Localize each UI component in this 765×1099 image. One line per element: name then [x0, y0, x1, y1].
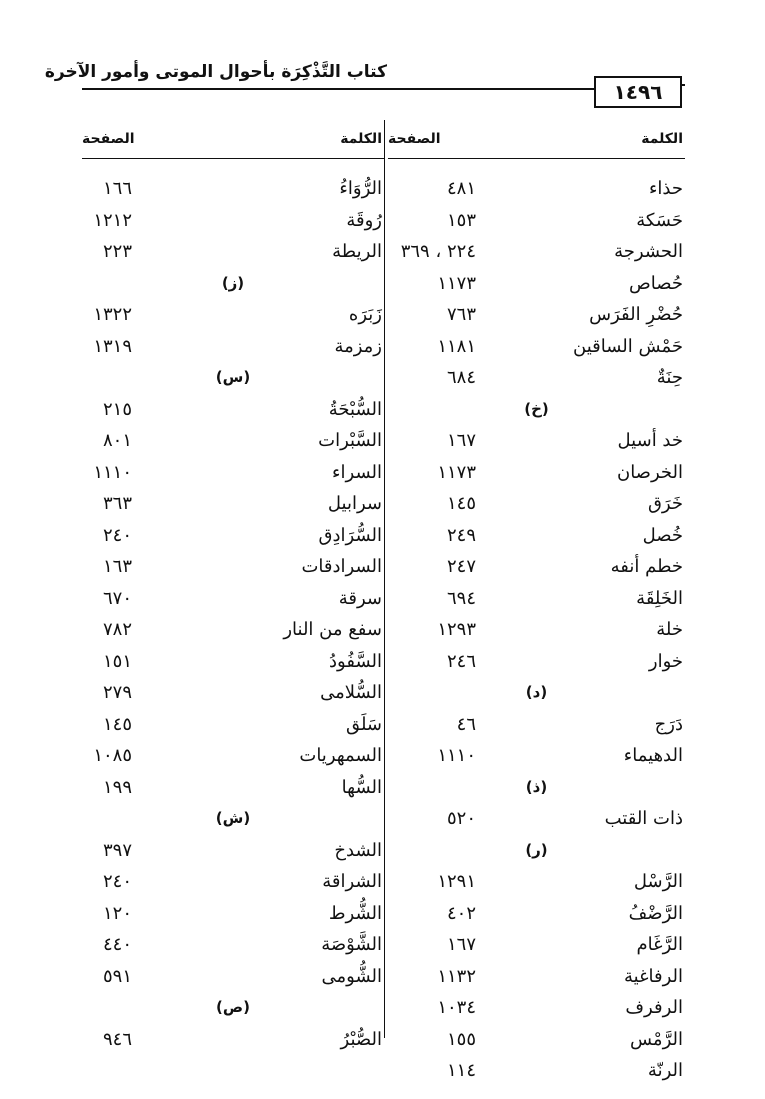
header-rule: [82, 88, 594, 90]
index-entry: [82, 677, 384, 709]
entry-word: زمزمة: [334, 335, 382, 357]
index-entry: [388, 331, 685, 363]
entry-word: خطم أنفه: [610, 556, 683, 578]
section-letter: (ر): [525, 840, 548, 859]
entry-word: دَرَج: [654, 713, 683, 735]
entry-word: حِنَةٌ: [656, 367, 683, 389]
entry-page: ١٩٩: [102, 776, 132, 798]
index-entry: [82, 898, 384, 930]
entry-word: السُّرَادِق: [318, 524, 382, 546]
entry-page: ١٣٢٢: [93, 304, 132, 326]
entry-word: السُّبْحَةُ: [328, 398, 382, 420]
index-entry: [388, 646, 685, 678]
entry-page: ١٢١٢: [93, 209, 132, 231]
index-entry: [388, 551, 685, 583]
entry-page: ٧٨٢: [102, 619, 132, 641]
section-letter: (س): [215, 368, 251, 386]
index-rows: [388, 173, 685, 1087]
entry-page: ٢٢٣: [102, 241, 132, 263]
index-entry: [82, 740, 384, 772]
entry-word: الرُّوَاءُ: [339, 178, 382, 200]
entry-word: حَسَكة: [636, 209, 683, 231]
page-header: الصفحة: [388, 131, 441, 147]
index-entry: [388, 425, 685, 457]
index-rows: [82, 173, 384, 1055]
index-entry: [82, 583, 384, 615]
index-entry: [388, 898, 685, 930]
entry-page: ١٥١: [102, 650, 132, 672]
entry-word: الرفاغية: [623, 965, 683, 987]
entry-word: رُوقَة: [346, 209, 382, 231]
entry-word: حَمْش الساقين: [573, 335, 683, 357]
entry-page: ١١٨١: [437, 335, 476, 357]
column-divider: [384, 120, 385, 1038]
entry-word: السَّفُودُ: [329, 650, 382, 672]
index-entry: [388, 992, 685, 1024]
entry-page: ١٢٩٣: [437, 619, 476, 641]
entry-page: ١١٧٣: [437, 461, 476, 483]
entry-word: الرَّمْس: [629, 1028, 683, 1050]
index-entry: [388, 236, 685, 268]
entry-page: ٨٠١: [102, 430, 132, 452]
word-header: الكلمة: [340, 131, 382, 147]
entry-page: ١١١٠: [437, 745, 476, 767]
index-entry: [388, 803, 685, 835]
entry-word: خلة: [656, 619, 683, 641]
index-entry: [82, 614, 384, 646]
index-entry: [82, 709, 384, 741]
word-header: الكلمة: [641, 131, 683, 147]
entry-page: ٦٨٤: [446, 367, 476, 389]
entry-word: الصُّبْرُ: [340, 1028, 382, 1050]
entry-page: ٢٤٩: [446, 524, 476, 546]
entry-word: ذات القتب: [604, 808, 683, 830]
entry-word: الشُّرط: [328, 902, 382, 924]
entry-word: الشراقة: [322, 871, 382, 893]
page-header: الصفحة: [82, 131, 135, 147]
entry-word: الخرصان: [616, 461, 683, 483]
index-entry: [388, 1024, 685, 1056]
entry-page: ٦٧٠: [102, 587, 132, 609]
entry-word: الرَّضْفُ: [628, 902, 683, 924]
index-entry: [388, 173, 685, 205]
section-letter: (ذ): [525, 777, 548, 796]
entry-page: ٢٢٤ ، ٣٦٩: [400, 241, 476, 263]
index-entry: [82, 520, 384, 552]
entry-page: ٢٤٠: [102, 871, 132, 893]
column-header: [82, 120, 384, 159]
entry-page: ١٠٣٤: [437, 997, 476, 1019]
entry-word: الرَّغَام: [636, 934, 683, 956]
index-entry: [388, 709, 685, 741]
entry-page: ١٦٣: [102, 556, 132, 578]
entry-word: الحشرجة: [614, 241, 683, 263]
entry-page: ١٤٥: [102, 713, 132, 735]
column-header: [388, 120, 685, 159]
entry-page: ١٢٠: [102, 902, 132, 924]
entry-page: ١٢٩١: [437, 871, 476, 893]
index-entry: [388, 740, 685, 772]
entry-word: حُضْرِ الفَرَس: [589, 304, 683, 326]
entry-word: السمهريات: [299, 745, 382, 767]
entry-word: سرابيل: [327, 493, 382, 515]
entry-word: الرَّسْل: [633, 871, 683, 893]
entry-page: ٧٦٣: [446, 304, 476, 326]
entry-word: الريطة: [332, 241, 382, 263]
entry-page: ٢٧٩: [102, 682, 132, 704]
index-entry: [82, 488, 384, 520]
index-entry: [82, 772, 384, 804]
index-entry: [388, 929, 685, 961]
section-letter: (خ): [524, 399, 549, 418]
section-letter: (ص): [216, 998, 250, 1016]
entry-page: ٣٩٧: [102, 839, 132, 861]
entry-word: حذاء: [648, 178, 683, 200]
entry-page: ٢١٥: [102, 398, 132, 420]
section-letter: (ز): [221, 273, 245, 292]
index-column-left: [82, 120, 384, 1055]
index-entry: [388, 1055, 685, 1087]
entry-page: ٢٤٠: [102, 524, 132, 546]
index-entry: [388, 362, 685, 394]
entry-word: الشُّومى: [321, 965, 382, 987]
index-entry: [82, 205, 384, 237]
entry-page: ١٥٣: [446, 209, 476, 231]
index-entry: [388, 520, 685, 552]
entry-word: خُصل: [642, 524, 683, 546]
index-entry: [82, 646, 384, 678]
index-entry: [388, 299, 685, 331]
entry-page: ٤٤٠: [102, 934, 132, 956]
entry-page: ٢٤٦: [446, 650, 476, 672]
entry-page: ٤٠٢: [446, 902, 476, 924]
index-entry: [82, 331, 384, 363]
entry-word: زَبَرَه: [348, 304, 382, 326]
entry-word: السرادقات: [301, 556, 382, 578]
index-entry: [388, 583, 685, 615]
index-entry: [388, 866, 685, 898]
entry-page: ١١٤: [446, 1060, 476, 1082]
entry-word: حُصاص: [629, 272, 683, 294]
index-entry: [388, 961, 685, 993]
index-entry: [388, 268, 685, 300]
entry-word: سَلَق: [345, 713, 382, 735]
index-entry: [82, 961, 384, 993]
entry-word: السراء: [332, 461, 382, 483]
index-entry: [388, 488, 685, 520]
index-entry: [388, 614, 685, 646]
entry-page: ١٠٨٥: [93, 745, 132, 767]
entry-word: خوار: [648, 650, 683, 672]
entry-word: السُّها: [341, 776, 382, 798]
index-entry: [82, 299, 384, 331]
page-number: ١٤٩٦: [594, 76, 682, 108]
entry-word: الشدخ: [334, 839, 382, 861]
section-letter: (ش): [215, 809, 251, 827]
entry-page: ٤٨١: [446, 178, 476, 200]
entry-word: سرقة: [338, 587, 382, 609]
index-entry: [388, 457, 685, 489]
entry-word: خَرَق: [647, 493, 683, 515]
entry-word: الرفرف: [625, 997, 683, 1019]
entry-page: ١٣١٩: [93, 335, 132, 357]
entry-word: الدهيماء: [623, 745, 683, 767]
index-entry: [82, 929, 384, 961]
index-entry: [82, 551, 384, 583]
index-entry: [82, 866, 384, 898]
entry-page: ٣٦٣: [102, 493, 132, 515]
entry-page: ١٥٥: [446, 1028, 476, 1050]
entry-word: الشَّوْصَة: [321, 934, 382, 956]
index-entry: [82, 173, 384, 205]
index-entry: [82, 394, 384, 426]
entry-page: ١٦٧: [446, 934, 476, 956]
entry-page: ٤٦: [456, 713, 476, 735]
entry-page: ٦٩٤: [446, 587, 476, 609]
entry-page: ٥٩١: [102, 965, 132, 987]
index-entry: [82, 835, 384, 867]
entry-page: ١١٣٢: [437, 965, 476, 987]
entry-page: ١١١٠: [93, 461, 132, 483]
entry-word: السُّلامى: [320, 682, 382, 704]
entry-page: ١٤٥: [446, 493, 476, 515]
index-column-right: [388, 120, 685, 1087]
entry-page: ١٦٦: [102, 178, 132, 200]
index-entry: [82, 457, 384, 489]
book-title: كتاب التَّذْكِرَة بأحوال الموتى وأمور الآخرة: [44, 62, 387, 82]
index-entry: [82, 425, 384, 457]
entry-page: ٥٢٠: [446, 808, 476, 830]
index-entry: [82, 236, 384, 268]
entry-page: ٢٤٧: [446, 556, 476, 578]
section-letter: (د): [525, 683, 548, 701]
index-entry: [82, 1024, 384, 1056]
entry-page: ١١٧٣: [437, 272, 476, 294]
entry-word: خد أسيل: [617, 430, 683, 452]
entry-word: الرنّة: [647, 1060, 683, 1082]
index-entry: [388, 205, 685, 237]
entry-word: سفع من النار: [283, 619, 382, 641]
entry-page: ٩٤٦: [102, 1028, 132, 1050]
entry-page: ١٦٧: [446, 430, 476, 452]
entry-word: السَّبْرات: [318, 430, 382, 452]
entry-word: الخَلِقَة: [636, 587, 683, 609]
